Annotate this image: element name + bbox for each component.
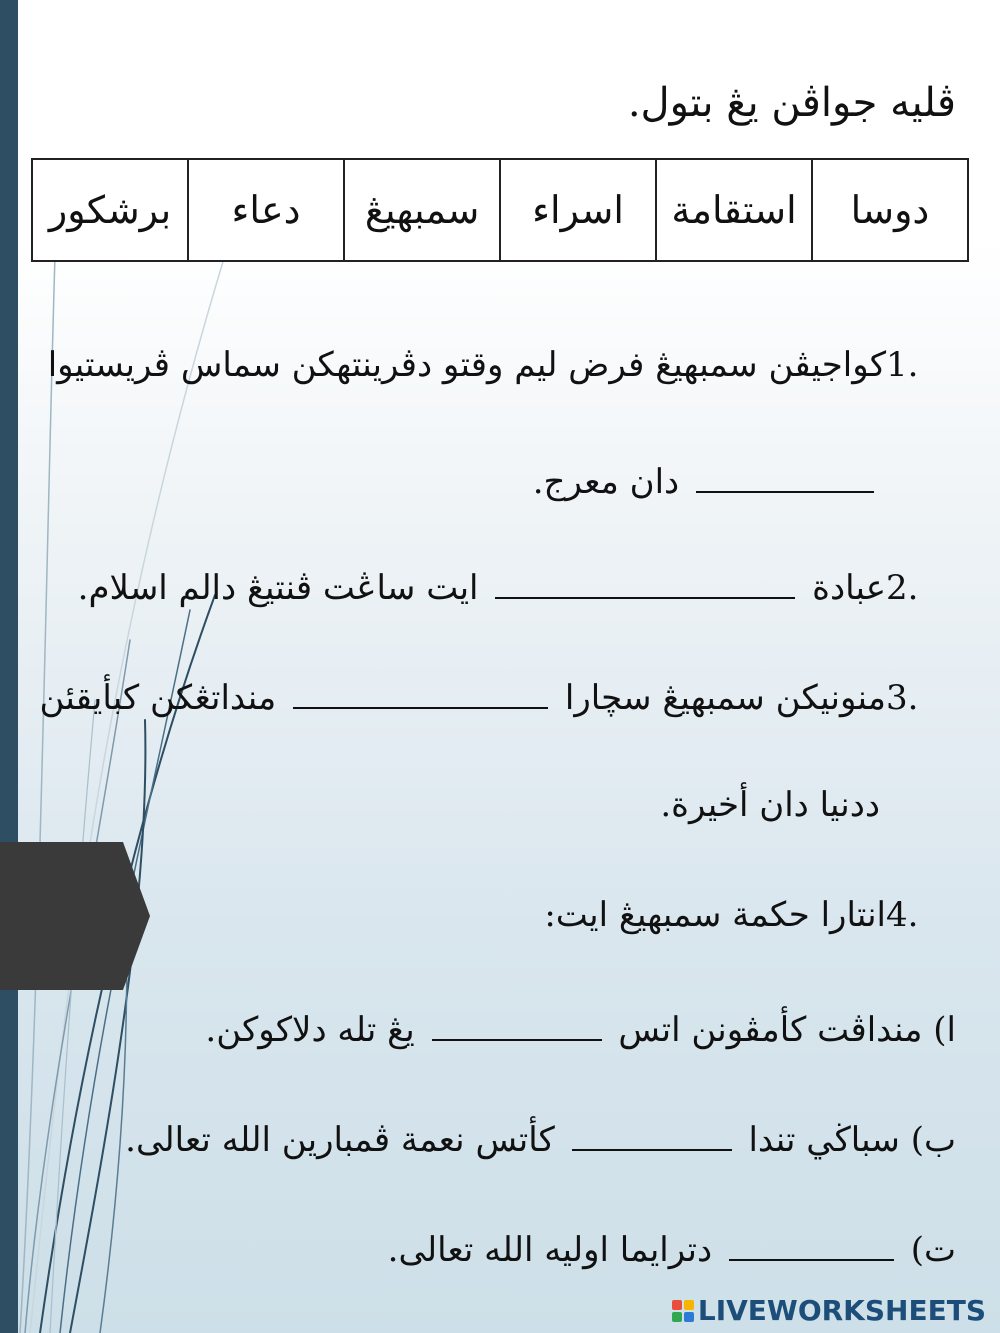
sub-item-label: ب) — [910, 1120, 956, 1160]
sub-item-a — [205, 1010, 956, 1050]
answer-blank-2[interactable] — [495, 596, 795, 599]
decorative-arrow-tab — [0, 842, 150, 990]
word-bank-cell: سمبهيڠ — [344, 159, 500, 261]
word-bank-cell: استقامة — [656, 159, 812, 261]
sub-item-text: دترايما اوليه الله تعالى. — [387, 1230, 713, 1270]
word-bank-cell: برشكور — [32, 159, 188, 261]
answer-blank-4a[interactable] — [432, 1038, 602, 1041]
sub-item-c — [388, 1230, 956, 1270]
question-3 — [40, 678, 956, 718]
word-bank-cell: دعاء — [188, 159, 344, 261]
question-text: منداتڠكن كبأيقئن — [39, 678, 277, 718]
answer-blank-3[interactable] — [293, 706, 548, 709]
word-bank-cell: دوسا — [812, 159, 968, 261]
sub-item-text: يڠ تله دلاكوكن. — [205, 1010, 415, 1050]
question-text: كواجيڤن سمبهيڠ فرض ليم وقتو دڤرينتهكن سماس ڤريستيوا — [47, 345, 886, 385]
sub-item-text: منداڤت كأمڤونن اتس — [618, 1010, 923, 1050]
page-title: ڤليه جواڤن يڠ بتول. — [627, 80, 956, 126]
sub-item-b — [125, 1120, 956, 1160]
question-4 — [544, 895, 956, 935]
sub-item-text: كأتس نعمة ڤمبارين الله تعالى. — [125, 1120, 555, 1160]
sub-item-label: ت) — [910, 1230, 956, 1270]
answer-blank-4b[interactable] — [572, 1148, 732, 1151]
word-bank-table — [31, 158, 969, 262]
sub-item-text: سباڬي تندا — [748, 1120, 900, 1160]
question-3-continuation: ددنيا دان أخيرة. — [660, 785, 880, 825]
question-2 — [78, 568, 956, 608]
question-text: انتارا حكمة سمبهيڠ ايت: — [544, 895, 886, 935]
question-1-continuation — [533, 462, 880, 502]
question-text: دان معرج. — [532, 462, 680, 502]
question-number: 3. — [886, 678, 919, 718]
sub-item-label: ا) — [933, 1010, 956, 1050]
question-text: منونيكن سمبهيڠ سچارا — [564, 678, 886, 718]
logo-text: LIVEWORKSHEETS — [697, 1294, 986, 1327]
question-text: ايت ساڠت ڤنتيڠ دالم اسلام. — [77, 568, 479, 608]
liveworksheets-logo-icon — [672, 1300, 694, 1322]
answer-blank-4c[interactable] — [729, 1258, 894, 1261]
word-bank-cell: اسراء — [500, 159, 656, 261]
liveworksheets-logo — [672, 1294, 986, 1327]
question-number: 4. — [886, 895, 919, 935]
question-text: عبادة — [812, 568, 886, 608]
answer-blank-1[interactable] — [696, 490, 874, 493]
question-number: 1. — [886, 345, 919, 385]
question-number: 2. — [886, 568, 919, 608]
question-1 — [48, 345, 956, 385]
